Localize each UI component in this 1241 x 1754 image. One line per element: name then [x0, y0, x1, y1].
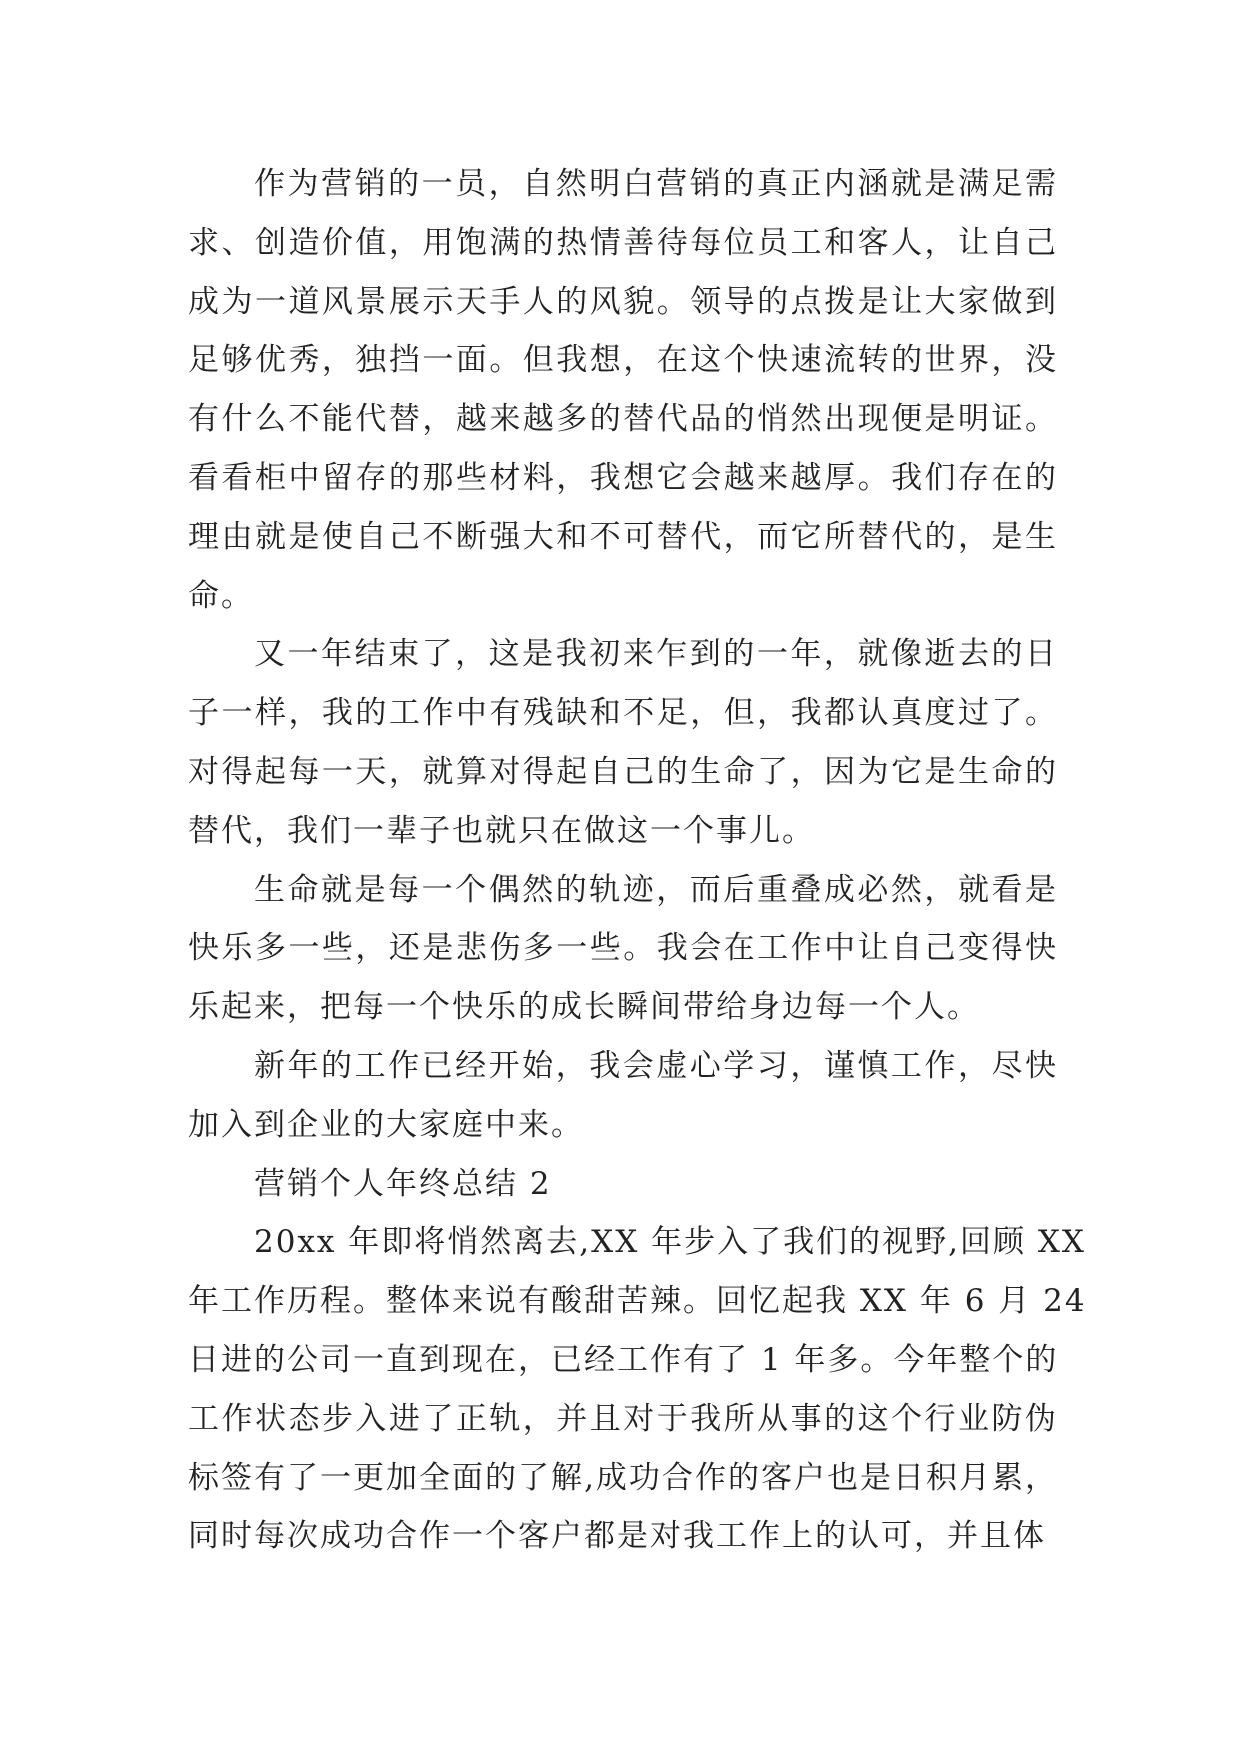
- text-line: 20xx 年即将悄然离去,XX 年步入了我们的视野,回顾 XX: [254, 1224, 1086, 1261]
- text-line: 求、创造价值，用饱满的热情善待每位员工和客人，让自己: [188, 224, 1058, 261]
- paragraph-3: [188, 861, 1058, 1037]
- text-line: 年工作历程。整体来说有酸甜苦辣。回忆起我 XX 年 6 月 24: [188, 1283, 1087, 1320]
- paragraph-4: [188, 1037, 1058, 1155]
- text-line: 足够优秀，独挡一面。但我想，在这个快速流转的世界，没: [188, 342, 1058, 379]
- paragraph-2: [188, 625, 1058, 860]
- text-line: 生命就是每一个偶然的轨迹，而后重叠成必然，就看是: [254, 871, 1058, 908]
- text-line: 同时每次成功合作一个客户都是对我工作上的认可，并且体: [188, 1518, 1046, 1555]
- text-line: 理由就是使自己不断强大和不可替代，而它所替代的，是生: [188, 518, 1058, 555]
- text-line: 对得起每一天，就算对得起自己的生命了，因为它是生命的: [188, 753, 1058, 790]
- text-line: 看看柜中留存的那些材料，我想它会越来越厚。我们存在的: [188, 459, 1058, 496]
- text-line: 子一样，我的工作中有残缺和不足，但，我都认真度过了。: [188, 695, 1058, 732]
- document-body: [188, 155, 1087, 1566]
- text-line: 加入到企业的大家庭中来。: [188, 1106, 584, 1143]
- text-line: 有什么不能代替，越来越多的替代品的悄然出现便是明证。: [188, 401, 1058, 438]
- text-line: 标签有了一更加全面的了解,成功合作的客户也是日积月累，: [188, 1459, 1058, 1496]
- text-line: 新年的工作已经开始，我会虚心学习，谨慎工作，尽快: [254, 1047, 1058, 1084]
- text-line: 日进的公司一直到现在，已经工作有了 1 年多。今年整个的: [188, 1341, 1059, 1378]
- text-line: 作为营销的一员，自然明白营销的真正内涵就是满足需: [254, 166, 1058, 202]
- section-title: 营销个人年终总结 2: [254, 1165, 552, 1202]
- section-heading: [188, 1155, 1058, 1214]
- paragraph-1: [188, 155, 1058, 625]
- text-line: 又一年结束了，这是我初来乍到的一年，就像逝去的日: [254, 636, 1058, 673]
- text-line: 乐起来，把每一个快乐的成长瞬间带给身边每一个人。: [188, 989, 980, 1026]
- text-line: 成为一道风景展示天手人的风貌。领导的点拨是让大家做到: [188, 283, 1058, 320]
- paragraph-5: [188, 1213, 1087, 1566]
- text-line: 工作状态步入进了正轨，并且对于我所从事的这个行业防伪: [188, 1400, 1058, 1437]
- text-line: 快乐多一些，还是悲伤多一些。我会在工作中让自己变得快: [188, 930, 1058, 967]
- text-line: 命。: [188, 577, 254, 614]
- text-line: 替代，我们一辈子也就只在做这一个事儿。: [188, 812, 815, 849]
